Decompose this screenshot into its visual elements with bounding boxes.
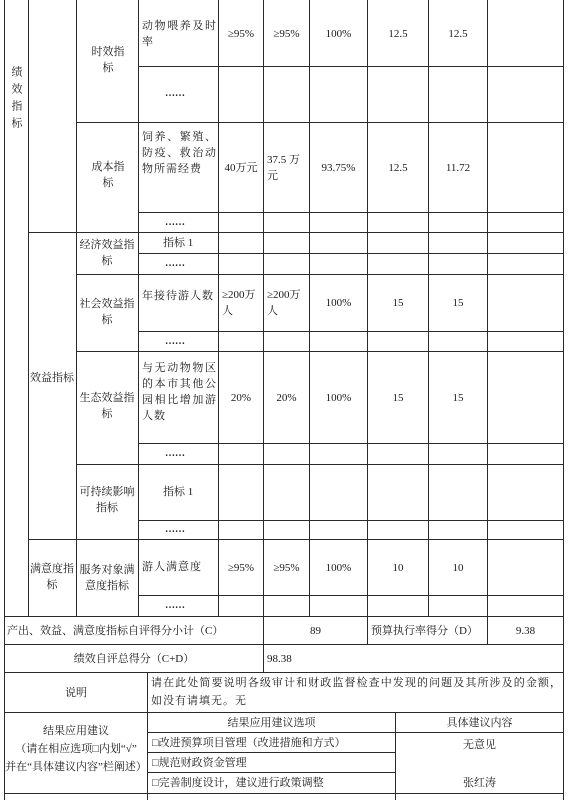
score-value: 15 <box>452 297 464 309</box>
indicator-name: 游人满意度 <box>142 561 202 573</box>
subtotal-label: 产出、效益、满意度指标自评得分小计（C） <box>7 624 224 637</box>
indicator-name: 与无动物物区的本市其他公园相比增加游人数 <box>142 362 217 422</box>
actual-value: ≥95% <box>273 28 300 40</box>
sub-cost-label: 成本指标 <box>91 161 125 189</box>
ellipsis-row: …… <box>165 88 185 99</box>
grid-line <box>487 0 488 644</box>
suggest-label <box>5 722 147 782</box>
grid-line <box>367 0 368 644</box>
grid-line <box>76 274 563 275</box>
indicator-name: 动物喂养及时率 <box>142 20 217 48</box>
actual-value: ≥95% <box>273 562 300 574</box>
options-header: 结果应用建议选项 <box>227 716 316 729</box>
indicator-name: 指标 1 <box>163 237 194 249</box>
annual-target: ≥95% <box>227 562 255 574</box>
completion-rate: 100% <box>325 562 352 574</box>
budget-score-label: 预算执行率得分（D） <box>371 624 478 637</box>
annual-target: 20% <box>230 392 252 404</box>
indicator-name: 指标 1 <box>163 486 194 498</box>
weight-value: 12.5 <box>388 28 408 40</box>
grid-line <box>76 464 563 465</box>
ellipsis-row: …… <box>165 258 185 269</box>
weight-value: 15 <box>392 297 404 309</box>
note-text: 请在此处简要说明各级审计和财政监督检查中发现的问题及其所涉及的金额，如没有请填无。无 <box>151 677 562 707</box>
grid-line <box>28 232 563 233</box>
grid-line <box>76 0 77 616</box>
sub-service-label: 服务对象满意度指标 <box>79 564 135 592</box>
sub-social-label: 社会效益指标 <box>79 298 135 326</box>
indicator-name: 饲养、繁殖、防疫、救治动物所需经费 <box>142 131 217 175</box>
ellipsis-row: …… <box>165 524 185 535</box>
subtotal-value: 89 <box>310 624 321 637</box>
annual-target: ≥200万人 <box>222 289 256 317</box>
sub-sustain-label: 可持续影响指标 <box>79 486 135 514</box>
sub-eco-label: 生态效益指标 <box>79 392 135 420</box>
suggestion-content: 无意见 <box>463 739 496 751</box>
completion-rate: 100% <box>325 28 352 40</box>
grid-line <box>28 539 563 540</box>
suggest-label-line: （请在相应选项□内划“√” <box>15 743 137 755</box>
sub-timeliness-label: 时效指标 <box>91 46 125 74</box>
category-satisfaction-label: 满意度指标 <box>30 563 74 591</box>
suggest-label-line: 结果应用建议 <box>43 725 109 737</box>
weight-value: 12.5 <box>388 162 408 174</box>
score-value: 12.5 <box>448 28 468 40</box>
weight-value: 15 <box>392 392 404 404</box>
budget-score-value: 9.38 <box>515 624 536 637</box>
grid-line <box>28 0 29 616</box>
table-border-right <box>563 0 564 800</box>
annual-target: ≥95% <box>227 28 255 40</box>
suggest-label-line: 并在“具体建议内容”栏阐述） <box>5 761 147 773</box>
sub-economic-label: 经济效益指标 <box>79 239 135 267</box>
ellipsis-row: …… <box>165 335 185 347</box>
score-value: 11.72 <box>445 162 471 174</box>
total-score-label: 绩效自评总得分（C+D） <box>73 652 195 665</box>
category-benefit-label: 效益指标 <box>30 372 74 384</box>
grid-line <box>76 122 563 123</box>
content-header: 具体建议内容 <box>446 716 513 729</box>
grid-line <box>138 66 563 67</box>
category-perf-label: 绩效指标 <box>10 66 22 134</box>
weight-value: 10 <box>392 562 404 574</box>
completion-rate: 100% <box>325 297 352 309</box>
completion-rate: 93.75% <box>321 162 356 174</box>
option-improve-budget[interactable]: □改进预算项目管理（改进措施和方式） <box>152 736 346 749</box>
actual-value: 20% <box>276 392 297 404</box>
indicator-name: 年接待游人数 <box>142 290 214 302</box>
score-value: 10 <box>452 562 464 574</box>
grid-line <box>263 0 264 644</box>
table-border-bottom <box>4 793 564 794</box>
ellipsis-row: …… <box>165 216 185 228</box>
option-improve-system[interactable]: □完善制度设计，建议进行政策调整 <box>152 777 324 789</box>
completion-rate: 100% <box>325 392 352 404</box>
signature-name: 张红涛 <box>463 777 496 789</box>
actual-value: ≥200万人 <box>267 289 301 317</box>
annual-target: 40万元 <box>224 162 258 174</box>
actual-value: 37.5 万元 <box>267 154 300 182</box>
score-value: 15 <box>452 392 464 404</box>
ellipsis-row: …… <box>165 448 185 459</box>
ellipsis-row: …… <box>165 600 185 611</box>
option-standardize-funds[interactable]: □规范财政资金管理 <box>152 756 247 769</box>
total-score-value: 98.38 <box>267 652 292 665</box>
note-label: 说明 <box>65 686 87 699</box>
